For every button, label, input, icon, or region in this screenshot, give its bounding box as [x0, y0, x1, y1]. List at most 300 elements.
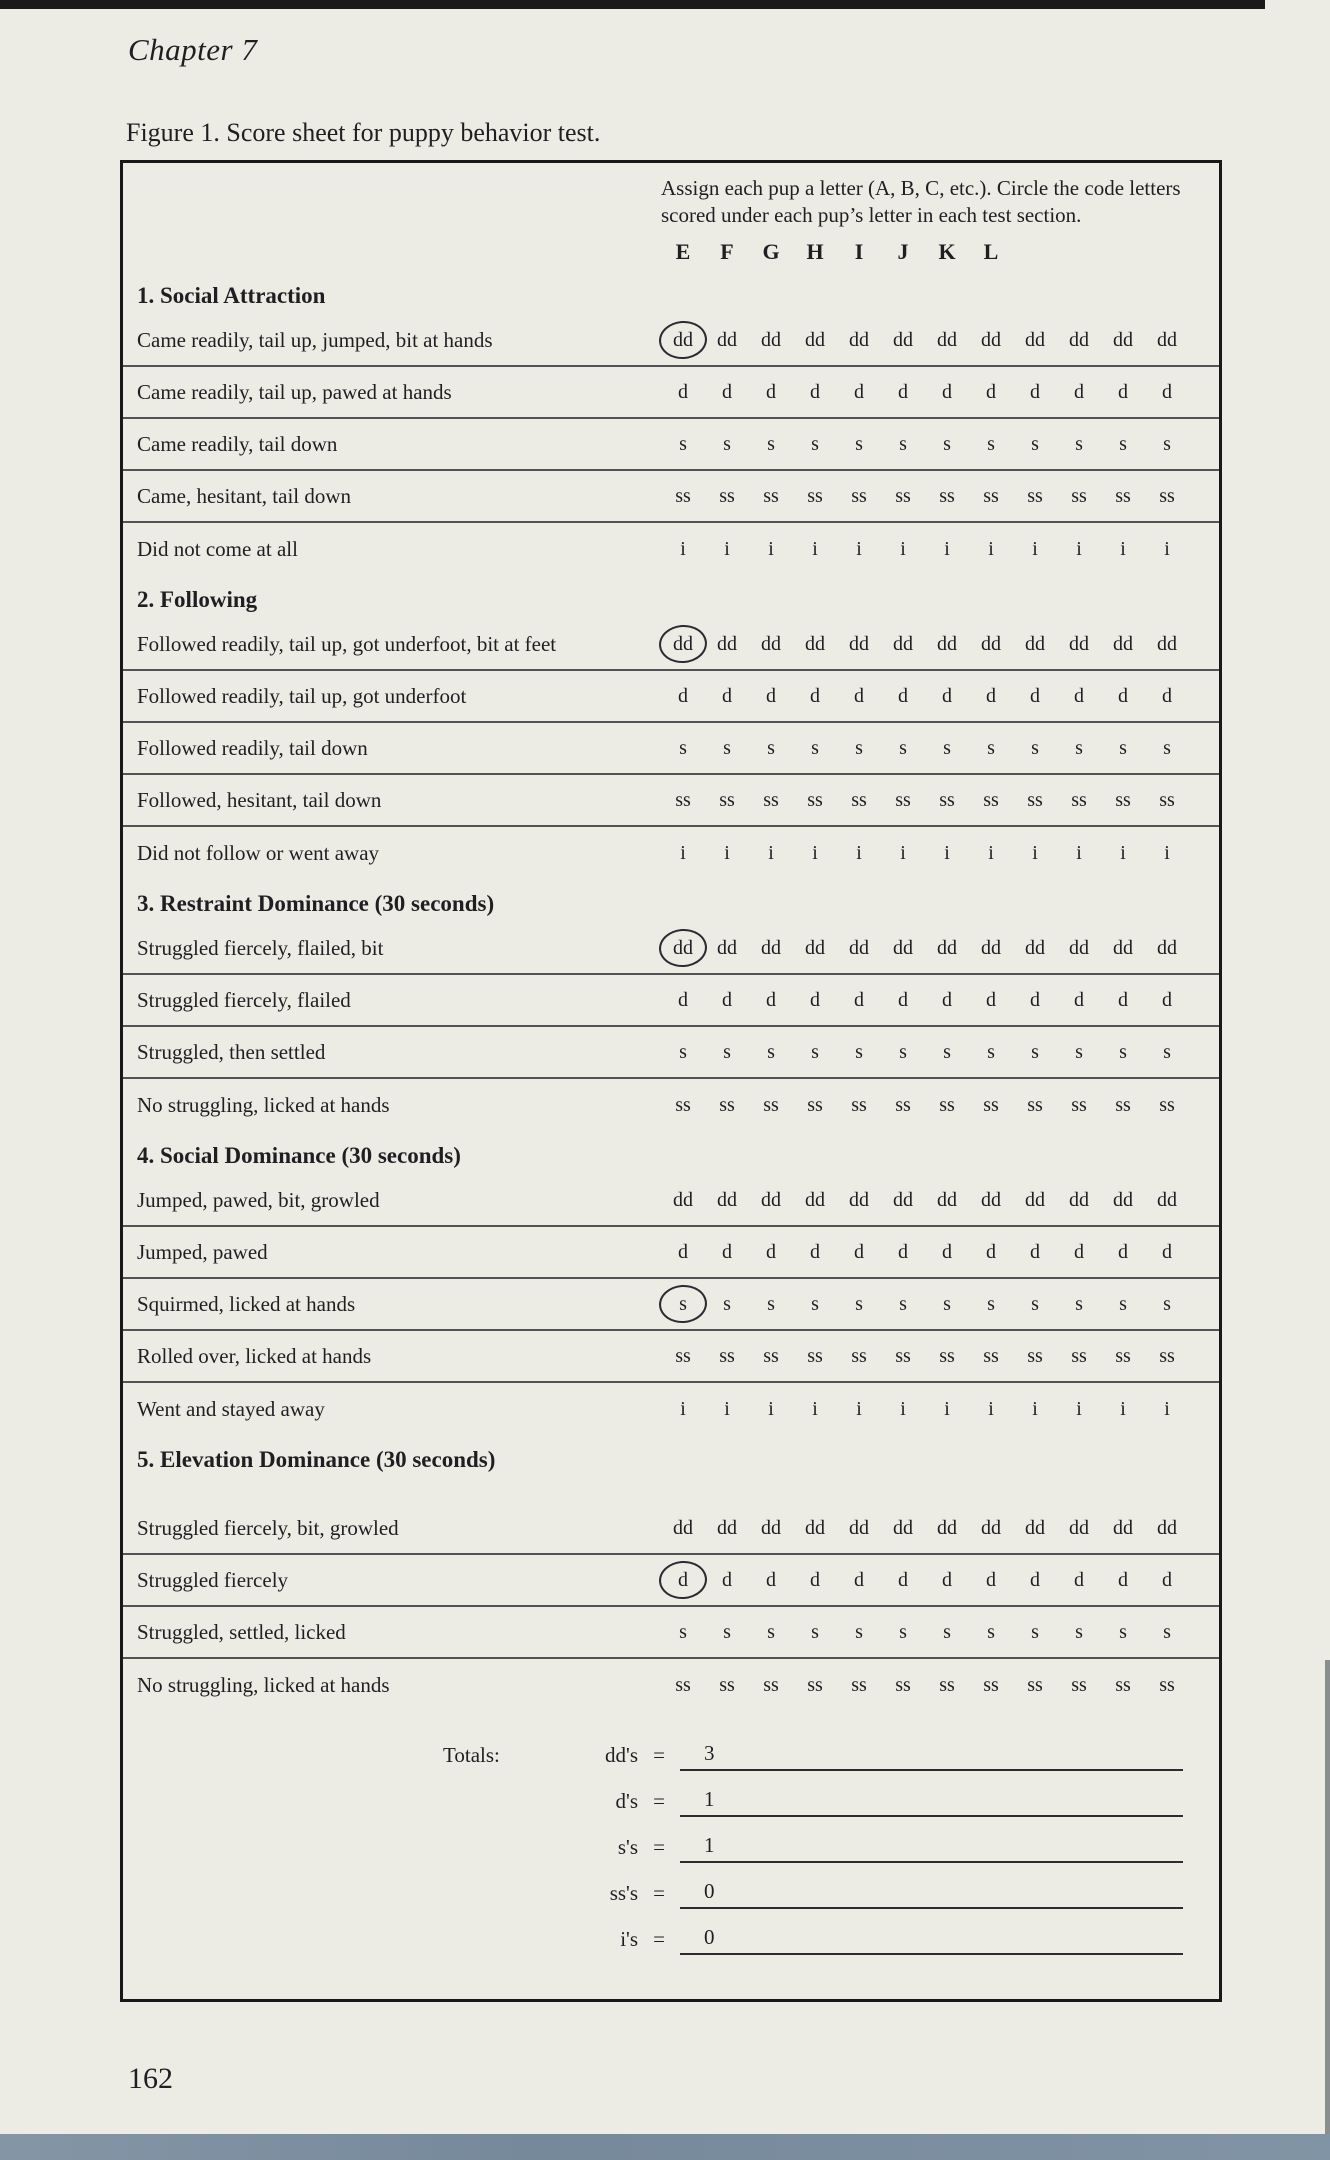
column-letters	[661, 239, 1189, 271]
totals-caption: Totals:	[443, 1743, 500, 1767]
code-cell: s	[1075, 1040, 1083, 1063]
code-cell: s	[855, 736, 863, 759]
total-code-label: s's	[617, 1835, 638, 1859]
row-label: Rolled over, licked at hands	[137, 1343, 372, 1368]
code-cell: dd	[849, 1188, 869, 1211]
code-cell: ss	[1071, 1344, 1087, 1367]
code-cell: d	[942, 1568, 952, 1591]
chapter-title: Chapter 7	[128, 32, 258, 67]
score-row	[123, 315, 1219, 367]
code-cell: d	[766, 1240, 776, 1263]
code-cell: s	[943, 432, 951, 455]
code-cell: s	[679, 432, 687, 455]
code-cell: d	[1074, 988, 1084, 1011]
code-cell: dd	[1025, 632, 1045, 655]
code-cell: dd	[893, 328, 913, 351]
code-cell: s	[1119, 432, 1127, 455]
code-cell: s	[987, 1620, 995, 1643]
code-cells	[661, 1345, 1189, 1368]
code-cell: s	[1031, 1040, 1039, 1063]
code-cell: ss	[763, 484, 779, 507]
total-row	[123, 1771, 1219, 1817]
code-cell: dd	[673, 1188, 693, 1211]
code-cell: dd	[673, 1516, 693, 1539]
code-cells	[661, 381, 1189, 404]
code-cell: s	[987, 1040, 995, 1063]
code-cell: i	[944, 537, 950, 560]
row-label: Followed readily, tail down	[137, 735, 368, 760]
code-cell: s	[943, 1040, 951, 1063]
row-label: Struggled, then settled	[137, 1039, 326, 1064]
code-cell: dd	[1025, 328, 1045, 351]
code-cell: d	[1030, 1568, 1040, 1591]
code-cell: i	[1032, 537, 1038, 560]
code-cell: i	[680, 1397, 686, 1420]
code-cell: d	[1162, 684, 1172, 707]
code-cell: d	[810, 1568, 820, 1591]
column-letter: H	[806, 239, 824, 264]
code-cell: ss	[1115, 484, 1131, 507]
row-label: No struggling, licked at hands	[137, 1092, 390, 1117]
row-label: Squirmed, licked at hands	[137, 1291, 356, 1316]
code-cell: s	[767, 432, 775, 455]
code-cell: dd	[893, 632, 913, 655]
column-letter: E	[675, 239, 691, 264]
code-cell: ss	[763, 788, 779, 811]
code-cell: ss	[1071, 1673, 1087, 1696]
row-label: Came readily, tail down	[137, 431, 338, 456]
row-label: Did not follow or went away	[137, 840, 380, 865]
code-cell: s	[899, 1620, 907, 1643]
code-cell: i	[1120, 841, 1126, 864]
code-cell: ss	[895, 1344, 911, 1367]
code-cell: dd	[717, 1188, 737, 1211]
code-cell: d	[942, 988, 952, 1011]
column-letter: G	[762, 239, 780, 264]
code-cell: s	[723, 1620, 731, 1643]
total-row	[123, 1725, 1219, 1771]
total-value: 3	[704, 1741, 715, 1765]
code-cell: ss	[1027, 1344, 1043, 1367]
code-cell: d	[678, 1240, 688, 1263]
code-cell: d	[810, 988, 820, 1011]
score-row	[123, 1555, 1219, 1607]
scan-artifact-bottom	[0, 2134, 1330, 2160]
row-label: Followed readily, tail up, got underfoot, bit at feet	[137, 631, 557, 656]
test-section	[123, 1131, 1219, 1435]
total-equals: =	[653, 1789, 665, 1813]
score-row	[123, 975, 1219, 1027]
code-cell: d	[898, 1240, 908, 1263]
code-cell: d	[1074, 1568, 1084, 1591]
score-row	[123, 775, 1219, 827]
code-cells	[661, 329, 1189, 352]
code-cell: dd	[981, 632, 1001, 655]
code-cell: ss	[983, 1344, 999, 1367]
code-cell: dd	[717, 936, 737, 959]
code-cell: ss	[1159, 1344, 1175, 1367]
code-cell: ss	[1115, 1344, 1131, 1367]
code-cell: i	[856, 1397, 862, 1420]
code-cell: s	[811, 1620, 819, 1643]
code-cell: dd	[937, 1188, 957, 1211]
code-cell: d	[1118, 1240, 1128, 1263]
code-cell: dd	[805, 632, 825, 655]
code-cell: d	[898, 988, 908, 1011]
code-cell: s	[1031, 1620, 1039, 1643]
code-cell: s	[1031, 1292, 1039, 1315]
code-cell: dd	[1113, 632, 1133, 655]
test-section	[123, 1435, 1219, 1711]
code-cell: d	[854, 380, 864, 403]
code-cell: s	[1163, 1040, 1171, 1063]
code-cell: s	[1031, 736, 1039, 759]
code-cell: s	[987, 736, 995, 759]
code-cell: ss	[1115, 1673, 1131, 1696]
code-cell: s	[723, 1292, 731, 1315]
column-letter: I	[854, 239, 864, 264]
section-title: 5. Elevation Dominance (30 seconds)	[137, 1447, 496, 1472]
code-cell: ss	[895, 788, 911, 811]
code-cell: d	[1162, 988, 1172, 1011]
code-cell: dd	[1157, 632, 1177, 655]
code-cell: dd	[661, 937, 705, 960]
code-cell: i	[812, 841, 818, 864]
code-cell: d	[1118, 684, 1128, 707]
code-cell: ss	[939, 1673, 955, 1696]
total-code-label: i's	[620, 1927, 638, 1951]
code-cell: i	[900, 1397, 906, 1420]
code-cell: ss	[1027, 788, 1043, 811]
code-cells	[661, 1398, 1189, 1421]
totals-caption	[443, 1906, 553, 1909]
code-cell: dd	[717, 1516, 737, 1539]
code-cell: s	[987, 432, 995, 455]
code-cell: dd	[805, 936, 825, 959]
code-cell: s	[855, 432, 863, 455]
code-cell: i	[900, 841, 906, 864]
code-cell: d	[661, 1569, 705, 1592]
section-title: 2. Following	[137, 587, 258, 612]
row-label: Struggled fiercely	[137, 1567, 289, 1592]
code-cell: ss	[719, 1093, 735, 1116]
code-cell: s	[899, 1292, 907, 1315]
figure-caption: Figure 1. Score sheet for puppy behavior test.	[126, 118, 601, 147]
code-cell: dd	[761, 632, 781, 655]
code-cell: d	[986, 1568, 996, 1591]
row-label: Followed, hesitant, tail down	[137, 787, 382, 812]
code-cell: ss	[895, 1093, 911, 1116]
code-cell: s	[899, 1040, 907, 1063]
code-cell: dd	[717, 632, 737, 655]
code-cell: i	[680, 537, 686, 560]
code-cell: s	[767, 736, 775, 759]
code-cell: dd	[761, 936, 781, 959]
code-cell: dd	[937, 328, 957, 351]
code-cell: i	[1120, 1397, 1126, 1420]
code-cell: d	[854, 1568, 864, 1591]
total-underline	[680, 1741, 1183, 1771]
code-cell: dd	[661, 633, 705, 656]
code-cell: s	[723, 1040, 731, 1063]
code-cell: dd	[1069, 632, 1089, 655]
code-cell: s	[987, 1292, 995, 1315]
code-cell: s	[767, 1040, 775, 1063]
total-equals: =	[653, 1881, 665, 1905]
code-cell: s	[723, 432, 731, 455]
code-cell: ss	[1071, 484, 1087, 507]
score-row	[123, 723, 1219, 775]
score-row	[123, 523, 1219, 575]
code-cell: d	[1074, 380, 1084, 403]
code-cells	[661, 1241, 1189, 1264]
code-cell: dd	[893, 936, 913, 959]
code-cell: i	[680, 841, 686, 864]
code-cell: i	[1120, 537, 1126, 560]
code-cell: dd	[1069, 1188, 1089, 1211]
circle-mark	[658, 623, 709, 664]
code-cell: s	[855, 1040, 863, 1063]
code-cell: i	[1076, 1397, 1082, 1420]
code-cell: ss	[851, 1344, 867, 1367]
code-cells	[661, 485, 1189, 508]
code-cell: d	[678, 684, 688, 707]
score-row	[123, 1227, 1219, 1279]
row-label: Went and stayed away	[137, 1396, 325, 1421]
code-cell: d	[1118, 1568, 1128, 1591]
code-cell: dd	[717, 328, 737, 351]
code-cell: i	[768, 841, 774, 864]
code-cell: ss	[1027, 1673, 1043, 1696]
code-cell: d	[1030, 988, 1040, 1011]
row-label: Came readily, tail up, pawed at hands	[137, 379, 452, 404]
code-cell: dd	[1157, 936, 1177, 959]
code-cell: dd	[981, 936, 1001, 959]
total-value: 1	[704, 1787, 715, 1811]
total-code-label: dd's	[605, 1743, 638, 1767]
column-letter: J	[897, 239, 909, 264]
score-row	[123, 923, 1219, 975]
total-underline	[680, 1787, 1183, 1817]
section-title: 3. Restraint Dominance (30 seconds)	[137, 891, 495, 916]
code-cells	[661, 737, 1189, 760]
test-section	[123, 273, 1219, 575]
code-cell: i	[1164, 1397, 1170, 1420]
score-sheet	[120, 160, 1222, 2002]
code-cell: d	[854, 988, 864, 1011]
code-cells	[661, 937, 1189, 960]
code-cells	[661, 1517, 1189, 1540]
code-cell: ss	[763, 1344, 779, 1367]
code-cell: s	[1119, 736, 1127, 759]
code-cell: s	[943, 736, 951, 759]
total-value: 0	[704, 1879, 715, 1903]
test-section	[123, 575, 1219, 879]
score-row	[123, 827, 1219, 879]
score-row	[123, 619, 1219, 671]
code-cell: dd	[1113, 1188, 1133, 1211]
code-cell: dd	[1157, 328, 1177, 351]
code-cell: i	[768, 537, 774, 560]
code-cell: ss	[675, 788, 691, 811]
code-cell: dd	[981, 328, 1001, 351]
column-letter: F	[720, 239, 734, 264]
code-cells	[661, 633, 1189, 656]
code-cell: d	[986, 988, 996, 1011]
column-letter: L	[983, 239, 999, 264]
code-cell: i	[900, 537, 906, 560]
row-label: Struggled fiercely, bit, growled	[137, 1515, 399, 1540]
totals-caption	[443, 1814, 553, 1817]
code-cells	[661, 1569, 1189, 1592]
section-title: 4. Social Dominance (30 seconds)	[137, 1143, 461, 1168]
row-label: Struggled fiercely, flailed, bit	[137, 935, 384, 960]
code-cell: s	[723, 736, 731, 759]
total-underline	[680, 1925, 1183, 1955]
score-row	[123, 471, 1219, 523]
code-cell: ss	[1159, 1093, 1175, 1116]
code-cell: s	[1163, 1292, 1171, 1315]
code-cell: s	[1119, 1620, 1127, 1643]
code-cell: d	[1030, 380, 1040, 403]
code-cell: d	[810, 380, 820, 403]
score-row	[123, 1607, 1219, 1659]
score-row	[123, 1383, 1219, 1435]
code-cell: dd	[849, 632, 869, 655]
row-label: Jumped, pawed	[137, 1239, 268, 1264]
row-label: Came readily, tail up, jumped, bit at hands	[137, 327, 493, 352]
code-cell: d	[1030, 1240, 1040, 1263]
code-cell: s	[1119, 1040, 1127, 1063]
code-cell: i	[1164, 537, 1170, 560]
code-cell: s	[943, 1620, 951, 1643]
code-cell: i	[1164, 841, 1170, 864]
code-cell: s	[811, 432, 819, 455]
code-cell: ss	[675, 1093, 691, 1116]
code-cell: dd	[1157, 1188, 1177, 1211]
code-cell: d	[766, 1568, 776, 1591]
column-letter: K	[938, 239, 956, 264]
code-cell: ss	[675, 1344, 691, 1367]
code-cell: ss	[1071, 788, 1087, 811]
code-cell: ss	[763, 1673, 779, 1696]
circle-mark	[658, 1283, 709, 1324]
code-cells	[661, 538, 1189, 561]
code-cell: ss	[983, 1673, 999, 1696]
code-cell: d	[854, 684, 864, 707]
total-code-label: ss's	[609, 1881, 638, 1905]
code-cell: d	[1162, 1568, 1172, 1591]
code-cell: i	[988, 537, 994, 560]
code-cell: dd	[849, 936, 869, 959]
code-cells	[661, 1094, 1189, 1117]
code-cell: s	[1163, 1620, 1171, 1643]
code-cell: d	[898, 1568, 908, 1591]
code-cell: s	[899, 736, 907, 759]
code-cell: dd	[1113, 328, 1133, 351]
code-cell: d	[898, 684, 908, 707]
scan-artifact-top	[0, 0, 1265, 9]
code-cell: dd	[849, 328, 869, 351]
code-cell: ss	[719, 788, 735, 811]
code-cell: dd	[805, 1188, 825, 1211]
total-value: 0	[704, 1925, 715, 1949]
totals	[123, 1725, 1219, 1955]
code-cell: ss	[807, 1344, 823, 1367]
code-cell: ss	[719, 484, 735, 507]
code-cells	[661, 789, 1189, 812]
row-label: Followed readily, tail up, got underfoot	[137, 683, 467, 708]
code-cells	[661, 1041, 1189, 1064]
code-cell: ss	[807, 1093, 823, 1116]
code-cell: d	[986, 1240, 996, 1263]
code-cell: dd	[937, 936, 957, 959]
code-cell: s	[1075, 1292, 1083, 1315]
score-row	[123, 671, 1219, 723]
code-cell: d	[942, 1240, 952, 1263]
total-value: 1	[704, 1833, 715, 1857]
code-cell: ss	[763, 1093, 779, 1116]
code-cell: ss	[895, 1673, 911, 1696]
code-cell: dd	[1069, 328, 1089, 351]
circle-mark	[658, 319, 709, 360]
code-cell: i	[724, 841, 730, 864]
code-cell: ss	[1071, 1093, 1087, 1116]
score-row	[123, 1079, 1219, 1131]
score-row	[123, 1279, 1219, 1331]
code-cell: ss	[807, 788, 823, 811]
code-cell: i	[724, 537, 730, 560]
code-cell: dd	[937, 1516, 957, 1539]
code-cell: d	[678, 380, 688, 403]
code-cell: d	[1162, 380, 1172, 403]
code-cell: s	[811, 736, 819, 759]
code-cell: s	[1163, 432, 1171, 455]
code-cell: ss	[851, 484, 867, 507]
total-underline	[680, 1879, 1183, 1909]
totals-caption	[443, 1952, 553, 1955]
instructions: Assign each pup a letter (A, B, C, etc.). Circle the code letters scored under each pup’s letter in each test section.	[661, 176, 1181, 227]
code-cell: ss	[675, 1673, 691, 1696]
code-cell: d	[986, 380, 996, 403]
code-cell: d	[722, 1568, 732, 1591]
code-cell: d	[898, 380, 908, 403]
code-cell: ss	[1027, 484, 1043, 507]
code-cell: d	[1162, 1240, 1172, 1263]
code-cell: d	[722, 1240, 732, 1263]
code-cell: ss	[719, 1673, 735, 1696]
total-equals: =	[653, 1835, 665, 1859]
code-cell: s	[679, 736, 687, 759]
row-label: Did not come at all	[137, 536, 298, 561]
code-cells	[661, 1293, 1189, 1316]
code-cell: s	[855, 1292, 863, 1315]
code-cell: s	[1119, 1292, 1127, 1315]
code-cell: ss	[851, 788, 867, 811]
total-code-label: d's	[615, 1789, 638, 1813]
code-cell: ss	[1159, 484, 1175, 507]
code-cell: d	[942, 684, 952, 707]
code-cell: s	[767, 1292, 775, 1315]
code-cell: s	[811, 1040, 819, 1063]
code-cell: d	[678, 988, 688, 1011]
code-cell: d	[722, 380, 732, 403]
code-cell: d	[854, 1240, 864, 1263]
code-cell: ss	[807, 1673, 823, 1696]
code-cell: d	[766, 988, 776, 1011]
row-label: Came, hesitant, tail down	[137, 483, 352, 508]
code-cell: d	[810, 684, 820, 707]
